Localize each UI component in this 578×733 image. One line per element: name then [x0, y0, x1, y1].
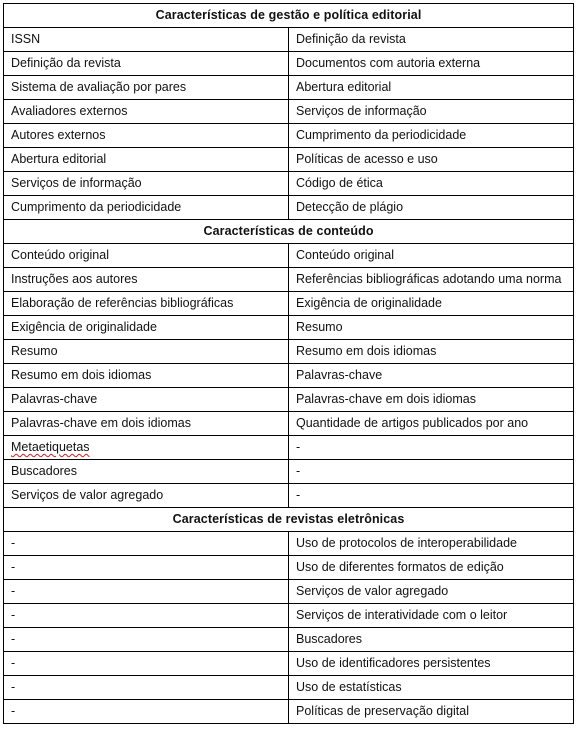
table-row [4, 172, 574, 196]
table-row [4, 364, 574, 388]
right-cell: Uso de estatísticas [289, 676, 574, 700]
right-cell: Serviços de informação [289, 100, 574, 124]
left-cell: Serviços de informação [4, 172, 289, 196]
table-row [4, 436, 574, 460]
left-cell: - [4, 532, 289, 556]
left-cell: Resumo [4, 340, 289, 364]
table-row [4, 388, 574, 412]
table-row [4, 628, 574, 652]
left-cell: - [4, 700, 289, 724]
table-row [4, 580, 574, 604]
left-cell: Autores externos [4, 124, 289, 148]
table-row [4, 700, 574, 724]
left-cell: Cumprimento da periodicidade [4, 196, 289, 220]
table-row [4, 148, 574, 172]
section-header-row [4, 508, 574, 532]
left-cell: Palavras-chave [4, 388, 289, 412]
table-row [4, 100, 574, 124]
right-cell: Cumprimento da periodicidade [289, 124, 574, 148]
section-title: Características de conteúdo [4, 220, 574, 244]
table-row [4, 652, 574, 676]
left-cell: Sistema de avaliação por pares [4, 76, 289, 100]
right-cell: Serviços de valor agregado [289, 580, 574, 604]
left-cell: - [4, 652, 289, 676]
right-cell: Código de ética [289, 172, 574, 196]
left-cell: - [4, 628, 289, 652]
left-cell: Elaboração de referências bibliográficas [4, 292, 289, 316]
right-cell: - [289, 460, 574, 484]
left-cell: - [4, 604, 289, 628]
left-cell: ISSN [4, 28, 289, 52]
left-cell: Definição da revista [4, 52, 289, 76]
section-title: Características de gestão e política editorial [4, 4, 574, 28]
right-cell: Documentos com autoria externa [289, 52, 574, 76]
table-row [4, 124, 574, 148]
left-cell: Serviços de valor agregado [4, 484, 289, 508]
left-cell: Abertura editorial [4, 148, 289, 172]
table-row [4, 676, 574, 700]
right-cell: Uso de protocolos de interoperabilidade [289, 532, 574, 556]
section-title: Características de revistas eletrônicas [4, 508, 574, 532]
table-row [4, 316, 574, 340]
table-row [4, 556, 574, 580]
left-cell: - [4, 580, 289, 604]
table-row [4, 340, 574, 364]
right-cell: Referências bibliográficas adotando uma norma [289, 268, 574, 292]
section-header-row [4, 220, 574, 244]
left-cell: - [4, 556, 289, 580]
table-row [4, 460, 574, 484]
spellcheck-underlined-text: Metaetiquetas [11, 440, 90, 454]
right-cell: Uso de diferentes formatos de edição [289, 556, 574, 580]
left-cell: Instruções aos autores [4, 268, 289, 292]
right-cell: Resumo em dois idiomas [289, 340, 574, 364]
right-cell: Serviços de interatividade com o leitor [289, 604, 574, 628]
left-cell: - [4, 676, 289, 700]
table-row [4, 28, 574, 52]
right-cell: - [289, 484, 574, 508]
right-cell: Políticas de acesso e uso [289, 148, 574, 172]
right-cell: Palavras-chave [289, 364, 574, 388]
right-cell: Exigência de originalidade [289, 292, 574, 316]
left-cell [4, 436, 289, 460]
table-row [4, 52, 574, 76]
left-cell: Palavras-chave em dois idiomas [4, 412, 289, 436]
criteria-comparison-table [3, 3, 574, 724]
right-cell: Detecção de plágio [289, 196, 574, 220]
left-cell: Resumo em dois idiomas [4, 364, 289, 388]
right-cell: - [289, 436, 574, 460]
right-cell: Uso de identificadores persistentes [289, 652, 574, 676]
table-row [4, 412, 574, 436]
right-cell: Conteúdo original [289, 244, 574, 268]
table-row [4, 484, 574, 508]
table-row [4, 196, 574, 220]
table-row [4, 292, 574, 316]
right-cell: Quantidade de artigos publicados por ano [289, 412, 574, 436]
table-row [4, 532, 574, 556]
left-cell: Buscadores [4, 460, 289, 484]
right-cell: Políticas de preservação digital [289, 700, 574, 724]
right-cell: Palavras-chave em dois idiomas [289, 388, 574, 412]
section-header-row [4, 4, 574, 28]
right-cell: Definição da revista [289, 28, 574, 52]
table-row [4, 76, 574, 100]
table-row [4, 244, 574, 268]
right-cell: Buscadores [289, 628, 574, 652]
table-row [4, 268, 574, 292]
right-cell: Resumo [289, 316, 574, 340]
table-row [4, 604, 574, 628]
left-cell: Exigência de originalidade [4, 316, 289, 340]
right-cell: Abertura editorial [289, 76, 574, 100]
left-cell: Avaliadores externos [4, 100, 289, 124]
left-cell: Conteúdo original [4, 244, 289, 268]
